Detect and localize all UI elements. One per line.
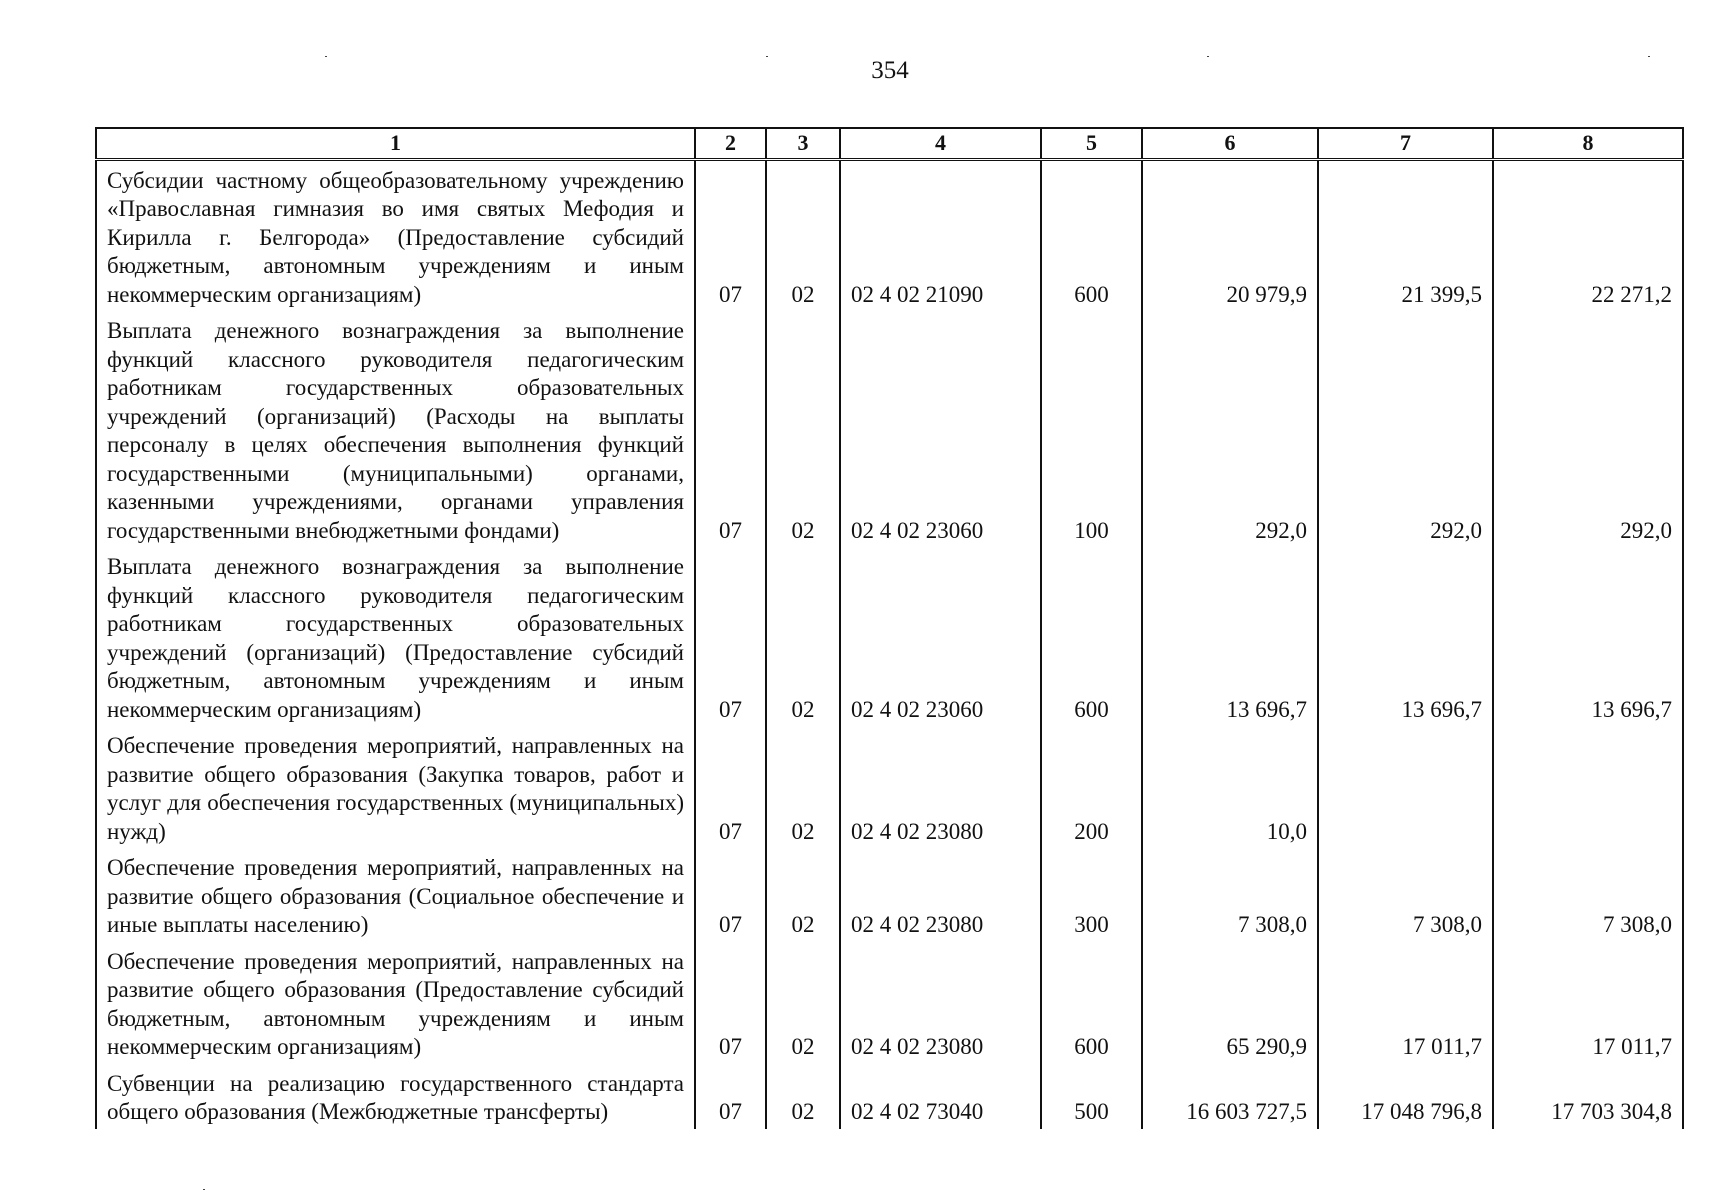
expense-name-cell: Субвенции на реализацию государственного стандарта общего образования (Межбюджетные трансферты) bbox=[96, 1064, 695, 1129]
section-cell: 07 bbox=[695, 1064, 766, 1129]
column-header: 8 bbox=[1493, 128, 1683, 159]
target-article-cell: 02 4 02 23060 bbox=[840, 547, 1041, 726]
expense-name-cell: Обеспечение проведения мероприятий, направленных на развитие общего образования (Предоставление субсидий бюджетным, автономным учреждениям и иным некоммерческим организациям) bbox=[96, 942, 695, 1064]
expense-type-cell: 100 bbox=[1041, 311, 1142, 547]
section-cell: 07 bbox=[695, 311, 766, 547]
expense-type-cell: 200 bbox=[1041, 726, 1142, 848]
scan-speck bbox=[203, 1189, 205, 1190]
subsection-cell: 02 bbox=[766, 311, 840, 547]
column-header: 4 bbox=[840, 128, 1041, 159]
subsection-cell: 02 bbox=[766, 726, 840, 848]
amount-col7-cell: 17 011,7 bbox=[1318, 942, 1493, 1064]
amount-col7-cell: 7 308,0 bbox=[1318, 848, 1493, 942]
expense-name-cell: Выплата денежного вознаграждения за выполнение функций классного руководителя педагогическим работникам государственных образовательных учреждений (организаций) (Расходы на выплаты персоналу в целях обеспечения выполнения функций государственными (муниципальными) органами, казенными учреждениями, органами управления государственными внебюджетными фондами) bbox=[96, 311, 695, 547]
amount-col6-cell: 7 308,0 bbox=[1142, 848, 1318, 942]
amount-col6-cell: 16 603 727,5 bbox=[1142, 1064, 1318, 1129]
column-header: 3 bbox=[766, 128, 840, 159]
column-header: 2 bbox=[695, 128, 766, 159]
amount-col7-cell: 21 399,5 bbox=[1318, 159, 1493, 311]
amount-col8-cell: 7 308,0 bbox=[1493, 848, 1683, 942]
expense-type-cell: 600 bbox=[1041, 547, 1142, 726]
target-article-cell: 02 4 02 21090 bbox=[840, 159, 1041, 311]
table-row bbox=[96, 159, 1683, 311]
page-number: 354 bbox=[871, 57, 909, 84]
subsection-cell: 02 bbox=[766, 547, 840, 726]
table-header-row bbox=[96, 128, 1683, 159]
section-cell: 07 bbox=[695, 159, 766, 311]
expense-name-cell: Выплата денежного вознаграждения за выполнение функций классного руководителя педагогическим работникам государственных образовательных учреждений (организаций) (Предоставление субсидий бюджетным, автономным учреждениям и иным некоммерческим организациям) bbox=[96, 547, 695, 726]
target-article-cell: 02 4 02 73040 bbox=[840, 1064, 1041, 1129]
table-row bbox=[96, 311, 1683, 547]
expense-name-cell: Обеспечение проведения мероприятий, направленных на развитие общего образования (Социальное обеспечение и иные выплаты населению) bbox=[96, 848, 695, 942]
subsection-cell: 02 bbox=[766, 159, 840, 311]
section-cell: 07 bbox=[695, 547, 766, 726]
column-header: 6 bbox=[1142, 128, 1318, 159]
amount-col8-cell: 17 011,7 bbox=[1493, 942, 1683, 1064]
amount-col6-cell: 20 979,9 bbox=[1142, 159, 1318, 311]
amount-col7-cell: 292,0 bbox=[1318, 311, 1493, 547]
target-article-cell: 02 4 02 23080 bbox=[840, 942, 1041, 1064]
section-cell: 07 bbox=[695, 942, 766, 1064]
scan-speck bbox=[325, 56, 327, 57]
amount-col6-cell: 65 290,9 bbox=[1142, 942, 1318, 1064]
amount-col8-cell: 22 271,2 bbox=[1493, 159, 1683, 311]
amount-col6-cell: 292,0 bbox=[1142, 311, 1318, 547]
budget-table bbox=[95, 127, 1684, 1129]
target-article-cell: 02 4 02 23080 bbox=[840, 848, 1041, 942]
amount-col8-cell: 292,0 bbox=[1493, 311, 1683, 547]
expense-type-cell: 600 bbox=[1041, 942, 1142, 1064]
table-row bbox=[96, 942, 1683, 1064]
amount-col8-cell: 17 703 304,8 bbox=[1493, 1064, 1683, 1129]
table-row bbox=[96, 848, 1683, 942]
expense-name-cell: Субсидии частному общеобразовательному учреждению «Православная гимназия во имя святых Мефодия и Кирилла г. Белгорода» (Предоставление субсидий бюджетным, автономным учреждениям и иным некоммерческим организациям) bbox=[96, 159, 695, 311]
amount-col7-cell: 17 048 796,8 bbox=[1318, 1064, 1493, 1129]
section-cell: 07 bbox=[695, 726, 766, 848]
scan-speck bbox=[1648, 56, 1650, 57]
amount-col8-cell: 13 696,7 bbox=[1493, 547, 1683, 726]
column-header: 5 bbox=[1041, 128, 1142, 159]
scan-speck bbox=[766, 56, 768, 57]
expense-type-cell: 600 bbox=[1041, 159, 1142, 311]
table-row bbox=[96, 726, 1683, 848]
column-header: 1 bbox=[96, 128, 695, 159]
scan-speck bbox=[1207, 56, 1209, 57]
subsection-cell: 02 bbox=[766, 1064, 840, 1129]
column-header: 7 bbox=[1318, 128, 1493, 159]
subsection-cell: 02 bbox=[766, 942, 840, 1064]
expense-type-cell: 500 bbox=[1041, 1064, 1142, 1129]
section-cell: 07 bbox=[695, 848, 766, 942]
amount-col6-cell: 13 696,7 bbox=[1142, 547, 1318, 726]
expense-type-cell: 300 bbox=[1041, 848, 1142, 942]
table-row bbox=[96, 547, 1683, 726]
amount-col7-cell: 13 696,7 bbox=[1318, 547, 1493, 726]
subsection-cell: 02 bbox=[766, 848, 840, 942]
table-row bbox=[96, 1064, 1683, 1129]
amount-col7-cell bbox=[1318, 726, 1493, 848]
target-article-cell: 02 4 02 23060 bbox=[840, 311, 1041, 547]
amount-col6-cell: 10,0 bbox=[1142, 726, 1318, 848]
target-article-cell: 02 4 02 23080 bbox=[840, 726, 1041, 848]
expense-name-cell: Обеспечение проведения мероприятий, направленных на развитие общего образования (Закупка товаров, работ и услуг для обеспечения государственных (муниципальных) нужд) bbox=[96, 726, 695, 848]
amount-col8-cell bbox=[1493, 726, 1683, 848]
